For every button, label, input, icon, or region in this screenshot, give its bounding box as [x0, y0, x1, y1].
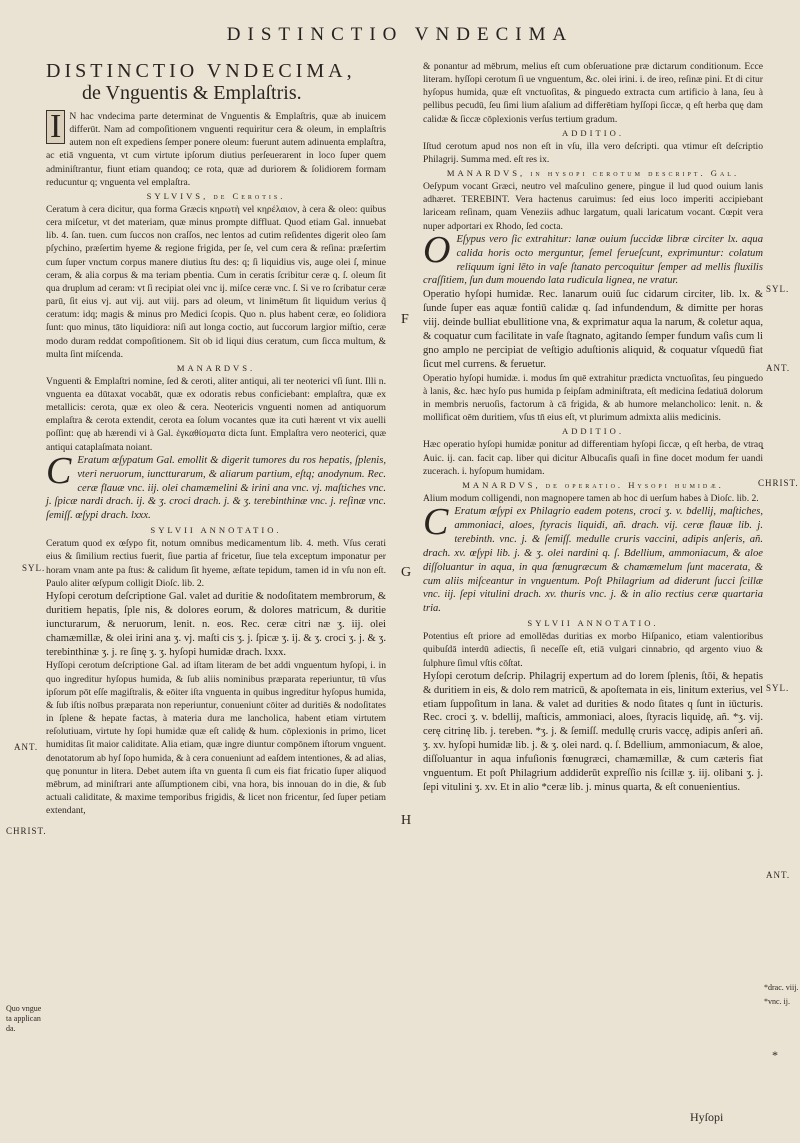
paragraph-sylvius: Ceratum à cera dicitur, qua forma Græcis κηρωτὴ vel κηρέλαιον, à cera & oleo: quibus cera miſcetur, vt det materiam, quæ minus prompte diffluat. Quod etiam Gal. innuebat lib. 4. ſan. tuen. cum ſuccos non craſſos, nec lentos ad cutim reſidentes digerit oleo ſam pſychino, præſertim hyeme & regione frigida, per ſe, vel cum cera & reſina: præſertim cum ſuper vnctum corpus manere diutius ſtu des: q; ſi liquidius vis, auge olei ſ, minue ceram, & alia corpus & ma teriam pbentia. Cum in ceratis ſcribitur ceræ q. ſ. oleum ſit qua druplum ad ceram: vt ſi recipiat olei vnc ij. miſce ceræ vnc. ſ. Si ve ro ſcribatur ceræ parū, ſit eius vj. aut vij. aut viij. pars ad oleum, vt linimētum ſit liquidum verius q̃ ceratum: idq; magis & minus pro Medici ſcopis. Quo n. plus habent ceræ, eo ſolidiora ſunt: quo minus, tāto liquidiora: niſi aut longa coctio, aut ſuccorum largior miſtio, ceræ modo duram reddat compoſitionem. Sit ob id liqui dius ceratum, cum ſicca multum, & multa ſint miſcenda. [46, 203, 386, 360]
paragraph-alium-modum: Alium modum colligendi, non magnopere tamen ab hoc di uerſum habes à Dioſc. lib. 2. [423, 492, 759, 504]
margin-note-drac: *drac. viij. [764, 983, 799, 992]
initial-c: C [46, 449, 72, 492]
signature-mark-g: G [401, 565, 412, 580]
initial-c-right: C [423, 501, 449, 544]
margin-note-syl-right-2: SYL. [766, 683, 790, 693]
paragraph-manardus: Vnguenti & Emplaſtri nomine, ſed & ceroti, aliter antiqui, ali ter neoterici vſi ſunt. Illi n. vnguenta ea dūtaxat vocabāt, quæ ex odoratis rebus conficiebant: emplaſtra, quæ ex metallicis: cerota, quæ ex oleo & cera. Neotericis vnguenti nomen ad antiquorum emplaſtra & cerota extendit, cerota ea ſolum vocantes quæ ita cuti hærent vt vix auelli poſſint: quę ab hærendi vi à Gal. ἐγκαθίσματα dicta ſunt. Emplaſtra vero neoterici, quæ antiqui cataplaſmata noiant. [46, 375, 386, 453]
margin-note-christ: CHRIST. [6, 826, 47, 836]
initial-o: O [423, 228, 451, 271]
signature-mark-f: F [401, 312, 409, 327]
paragraph-potentius: Potentius eſt priore ad emollēdas duritias ex morbo Hiſpanico, etiam valentioribus quibuſdā interdū adiectis, ſi neceſſe eſt, etiā vulgari cinnabrio, qd argento viuo & ſulphure ſimul vſtis cōſtat. [423, 631, 763, 669]
heading-manardus-operatio: MANARDVS, de operatio. Hyſopi humidæ. [462, 479, 724, 490]
paragraph-oesypus [423, 228, 763, 289]
right-column [423, 60, 763, 795]
running-head: DISTINCTIO VNDECIMA [226, 24, 574, 45]
recipe-philagrio-text: Eratum œſypi ex Philagrio eadem potens, croci ʒ. v. bdellij, maſtiches, ammoniaci, aloes, ſtyracis liquidi, añ. drach. vij. ceræ flauæ lib. j. terebinth. vnc. j. & ſemiſſ. medulle cruris vaccini, adipis anſeris, añ. drach. xv. œſypi lib. j. & ʒ. olei nardini q. ſ. Bdellium, ammoniacum, & aloe diſſoluantur in aqua, in qua fœnugræcum & chamæmelum ſunt macerata, & cum aliis miſceantur in vnguentum. Poſt Philagrium ad diderunt ſucci ſcillæ vnc. iij. ſepi vitulini drach. xv. thuris vnc. j. & in alio rectius ceræ quartaria tria. [423, 506, 763, 615]
margin-note-syl-right: SYL. [766, 284, 790, 294]
recipe-ceratum [46, 449, 386, 524]
recipe-philagrio [423, 501, 763, 616]
signature-mark-h: H [401, 813, 412, 828]
intro-paragraph [46, 110, 386, 189]
paragraph-additio: Iſtud cerotum apud nos non eſt in vſu, illa vero deſcripti. qua vtimur eſt deſcriptio Philagrij. Summa med. eſt res ix. [423, 140, 763, 165]
left-column [46, 60, 386, 817]
paragraph-operatio-christ: Operatio hyſopi humidæ. i. modus ſm quē extrahitur prædicta vnctuoſitas, ſeu pinguedo à lanis, &c. hæc hyſo pus humida p ſeipſam adminiſtrata, eſt medicina ſedatiuā dolorum in membris neruoſis, factorum à cā frigida, & ab humore melancholico: lenit. n. & mollificat oēm duritiem, vſus tn̄ eius eſt, vt plurimum admixta aliis medicinis. [423, 372, 763, 424]
paragraph-additio-2: Hæc operatio hyſopi humidæ ponitur ad differentiam hyſopi ſiccæ, q eſt herba, de vtraq̨ Auic. ij. can. facit cap. liber qui dicitur Albucaſis quaſi in fine docet modum fer uandi zucerach. i. hyſopum humidam. [423, 439, 763, 477]
heading-manardus-hysopi: MANARDVS, in hyſopi cerotum deſcript. Gal. [446, 168, 740, 179]
margin-note-quo: Quo vngue ta applican da. [6, 1004, 42, 1033]
heading-additio: ADDITIO. [562, 127, 624, 138]
margin-note-syl: SYL. [22, 563, 46, 573]
paragraph-hysopi-cerotum: Hyſopi cerotum deſcriptione Gal. valet ad duritie & nodoſitatem membrorum, & duritiem hepatis, ſple nis, & dolores eorum, & dolores matricum, & duritie iuncturarum, & neruorum, lenit. n. eos. Rec. ceræ citri næ ʒ. iij. olei chamæmillæ, & olei irini ana ʒ. vj. maſti cis ʒ. j. ſpicæ ʒ. ij. & ʒ. croci ʒ. j. & ʒ. terebinthinæ ʒ. j. re ſinę ʒ. ʒ. hyſopi humidæ drach. lxxx. [46, 590, 386, 658]
paragraph-operatio: Operatio hyſopi humidæ. Rec. lanarum ouiū ſuc cidarum circiter, lib. lx. & ſunde ſuper eas aquæ fontiū calidæ q. ſad infundendum, & dimitte per horas viij. deinde bulliat ebullitione vna, & exprimatur aqua la narum, & coletur aqua, & coquatur cum facilitate in vaſe ſtagnato, agitando ſemper fundum vaſis cum li gno amplo ne percipiat de veſtigio aduſtionis aliquid, & coquatur vſquedū fiat ſicut mel currens. & feruetur. [423, 289, 763, 370]
recipe-ceratum-text: Eratum œſypatum Gal. emollit & digerit tumores du ros hepatis, ſplenis, vteri neruorum, iunctturarum, & aliarum partium, eſtq; anodynum. Rec. ceræ flauæ vnc. iij. olei chamæmelini & irini ana vnc. vj. maſtiches vnc. j. ſpicæ nardi drach. ij. & ʒ. croci drach. j. & ʒ. terebinthinæ vnc. j. reſinæ vnc. ſemiſſ. œſypi drach. lxxx. [46, 454, 386, 522]
heading-additio-2: ADDITIO. [562, 426, 624, 437]
paragraph-hysopi-philagrij: Hyſopi cerotum deſcrip. Philagrij expertum ad do lorem ſplenis, ſtōi, & hepatis & duritiem in eis, & dolo rem matricū, & apoſtemata in eis, linitum exterius, vel etiam ſuppoſitum in lana. & valet ad durities & nodo ſitates q ſunt in iūcturis. Rec. croci ʒ. v. bdellij, maſticis, ammoniaci, aloes, ſtyracis liquidę, añ. *ʒ. vij. cerę citrinę lib. j. tereben. *ʒ. j. & ſemiſſ. medullę cruris vaccę, adipis anſeri añ. ʒ. xv. hyſopi humidæ lib. j. & ʒ. olei nard. q. ſ. Bdellium, ammoniacum, & aloe, diſſoluantur in aqua infuſionis fœnugræci, chamæmillæ, & cum cæteris fiat vnguentum. Et poſt Philagrium addiderūt expreſſio nis ſcillæ ʒ. iij. olibani ʒ. j. ſepi vitulini ʒ. xv. Et in alio *ceræ lib. j. minus quarta, & eſt conuenientius. [423, 670, 763, 793]
section-subtitle: de Vnguentis & Emplaſtris. [82, 82, 302, 104]
heading-sylvii-annotatio: SYLVII ANNOTATIO. [150, 525, 282, 536]
margin-note-ant: ANT. [14, 742, 39, 752]
paragraph-christophorus: Hyſſopi cerotum deſcriptione Gal. ad iſtam literam de bet addi vnguentum hyſopi, i. in quo ingreditur hyſopus humida, & ſub aliis nominibus præparata reperiuntur, tū vſus ipſorum pōt eſſe magiſtralis, & eōiter iſta vnguenta in quibus ingreditur hyſopus humida, & ſub iſtis noībus præparata non reperiuntur, conueniunt cōiter ad duritiēs & nodoſitates in ſplene & hepate factas, à materia dura me lancholica, habent etiam virtutem reſolutiuam, virtute hy ſopi humidæ quæ eſt calidę & hum. cōplexionis in primo, licet humiditas ſit maior caliditate. Alia etiam, quæ ingre diuntur compōnem iſtorum vnguent. denotatorum ab hyſ ſopo humida, & à cera conueniunt ad eaſdem intentiones, & ad alias, quę ponuntur in litera. Debet autem iſta vn guenta ſi cum eis fiat fricatio ſuper aliquod mēbrum, ad miniſtrari ante aſſumptionem cibi, vna hora, bis innouan do in die, & ſub actuali caliditate, & maxime temporibus frigidis, & licet non fricentur, ſed ſuper petiam extendant, [46, 660, 386, 817]
paragraph-oesypum: Oeſypum vocant Græci, neutro vel maſculino genere, pingue il lud quod ouium lanis adhæret. TEREBINT. Vera hactenus caruimus: ſed eius loco imperiti accipiebant lariceam reſinam, quam Veneziis adhuc largatum, quali laricatum vocant. Cœpit vera nuper adportari ex Rhodo, ſed cocta. [423, 181, 763, 232]
oesypus-text: Eſypus vero ſic extrahitur: lanæ ouium ſuccidæ libræ circiter lx. aqua calida horis octo merguntur, ſemel ferueſcunt, exprimuntur: colatum reliquum igni lēto in vaſe ſtanato percoquitur ſemper ad mellis fluxilis craſſitiem, ſun dum mouendo lata rudicula lignea, ne vratur. [423, 233, 763, 287]
paragraph-continued: & ponantur ad mēbrum, melius eſt cum obſeruatione præ dictarum conditionum. Ecce literam. hyſſopi cerotum ſi ue vnguentum, &c. olei irini. i. de ireo, reſinæ pini. Et di citur hyſopus humida, quæ eſt vnctuoſitas, & pinguedo extracta cum artificio à lana, ſeu à pellibus pecudū, ſeu ſimi lium aſalium ad differētiam hyſſopi ſiccæ, q eſt herba quę dam calidæ & ſiccæ cōplexionis verſus tertium gradum. [423, 61, 763, 125]
margin-note-christ-right: CHRIST. [758, 478, 799, 488]
margin-note-ant-right-2: ANT. [766, 870, 791, 880]
heading-manardus: MANARDVS. [176, 362, 256, 373]
paragraph-annotatio: Ceratum quod ex œſypo fit, notum omnibus medicamentum lib. 4. meth. Vſus cerati eius & ſimilium rectius fuerit, ſiue partia af fricetur, ſiue tela exceptum imponatur per horam vnam ante pa ſtus: & calidum ſit hyeme, æſtate tepidum, tamen id in vſu non eſt. Paulo aliter œſypum colligit Dioſc. lib. 2. [46, 538, 386, 589]
intro-text: N hac vndecima parte determinat de Vnguentis & Emplaſtris, quæ ab inuicem differūt. Nam ad compoſitionem vnguenti requiritur cera & oleum, in emplaſtris autem non eſt expediens ſemper ponere oleum: fuerunt autem adinuenta emplaſtra, ac etiā vnguenta, vt cum virtute ipſorum diutius perſeuerarent in loco ſuper quem adminiſtrantur, fiunt etiam quandoq; ce rota, quæ ad duriorem & ſolidiorem formam reducuntur q; vnguenta vel emplaſtra. [46, 111, 386, 188]
section-title: DISTINCTIO VNDECIMA, [46, 60, 356, 82]
catchword: Hyſopi [690, 1110, 724, 1124]
margin-note-ant-right: ANT. [766, 363, 791, 373]
heading-sylvii-annotatio-2: SYLVII ANNOTATIO. [527, 618, 659, 629]
margin-note-vnc: *vnc. ij. [764, 997, 790, 1006]
margin-note-asterisk: * [772, 1048, 779, 1062]
heading-sylvius: SYLVIVS, de Cerotis. [146, 190, 286, 201]
decorated-initial: I [46, 110, 65, 144]
